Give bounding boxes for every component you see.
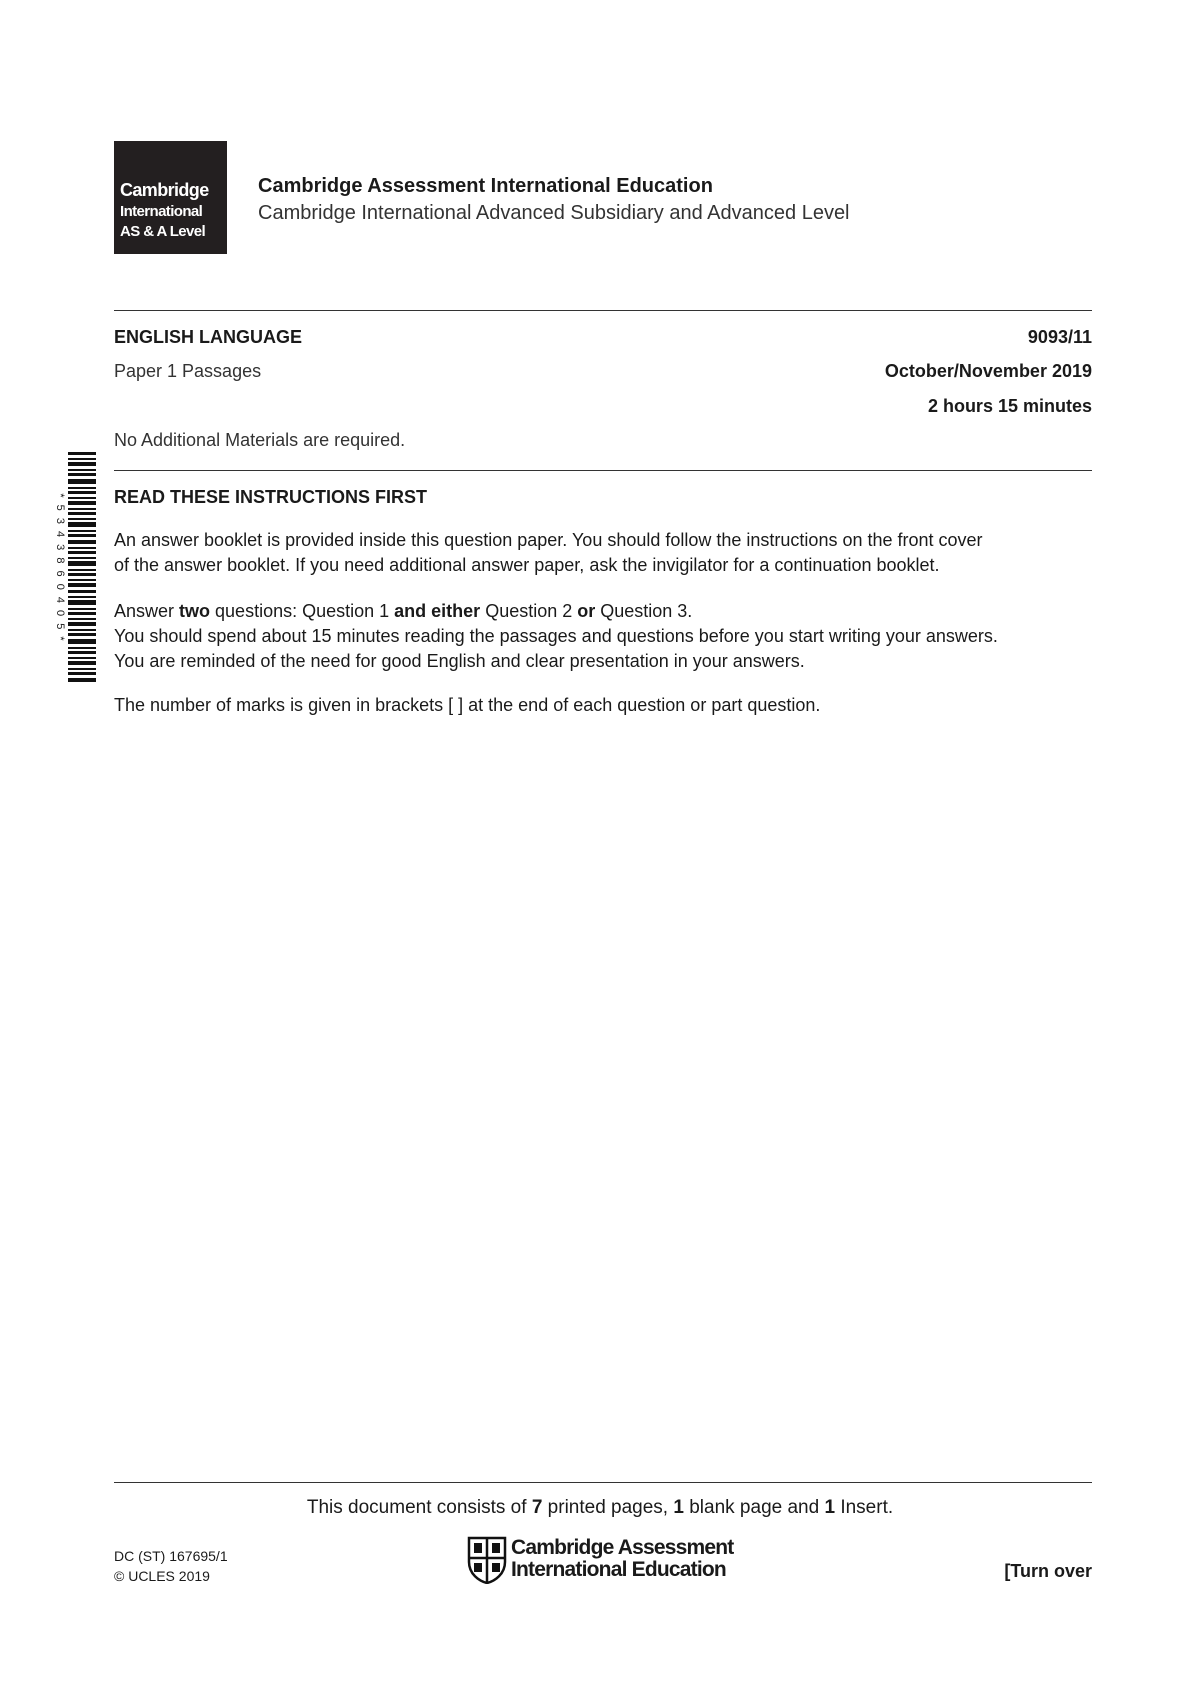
brand-line-2: International Education [511, 1558, 726, 1581]
footer-reference [114, 1546, 228, 1586]
cambridge-as-a-level-logo [114, 141, 227, 254]
instructions-paragraph-questions [114, 599, 1104, 674]
answer-instruction: Answer two questions: Question 1 and either Question 2 or Question 3. [114, 601, 693, 621]
instructions-line: You should spend about 15 minutes reading the passages and questions before you start writing your answers. [114, 626, 998, 646]
barcode-digits: * 5 3 4 3 8 6 0 4 0 5 * [54, 493, 66, 643]
brand-line-1: Cambridge Assessment [511, 1536, 734, 1559]
paper-code: 9093/11 [1027, 327, 1092, 347]
instructions-divider [114, 470, 1092, 471]
logo-line-cambridge: Cambridge [120, 180, 209, 200]
subject-title: ENGLISH LANGUAGE [114, 327, 303, 347]
exam-duration: 2 hours 15 minutes [927, 396, 1092, 416]
instructions-heading: READ THESE INSTRUCTIONS FIRST [114, 487, 428, 507]
instructions-line: The number of marks is given in brackets [ ] at the end of each question or part question. [114, 695, 821, 715]
instructions-line: of the answer booklet. If you need additional answer paper, ask the invigilator for a continuation booklet. [114, 555, 940, 575]
paper-name: Paper 1 Passages [114, 361, 262, 381]
marks-note [114, 693, 1104, 718]
document-page-count: This document consists of 7 printed pages, 1 blank page and 1 Insert. [306, 1497, 894, 1518]
logo-line-international: International [120, 203, 203, 220]
logo-line-level: AS & A Level [120, 223, 206, 240]
instructions-paragraph-booklet [114, 528, 1104, 578]
organisation-title: Cambridge Assessment International Education [258, 175, 713, 197]
instructions-line: You are reminded of the need for good English and clear presentation in your answers. [114, 651, 805, 671]
copyright-notice: © UCLES 2019 [114, 1568, 210, 1584]
turn-over-label: [Turn over [1004, 1561, 1092, 1581]
crest-icon [467, 1536, 507, 1584]
organisation-subtitle: Cambridge International Advanced Subsidiary and Advanced Level [258, 202, 850, 224]
instructions-line: An answer booklet is provided inside this question paper. You should follow the instructions on the front cover [114, 530, 983, 550]
materials-note: No Additional Materials are required. [114, 430, 406, 450]
barcode [44, 452, 100, 684]
top-divider [114, 310, 1092, 311]
reference-code: DC (ST) 167695/1 [114, 1548, 228, 1564]
footer-divider [114, 1482, 1092, 1483]
exam-session: October/November 2019 [884, 361, 1092, 381]
